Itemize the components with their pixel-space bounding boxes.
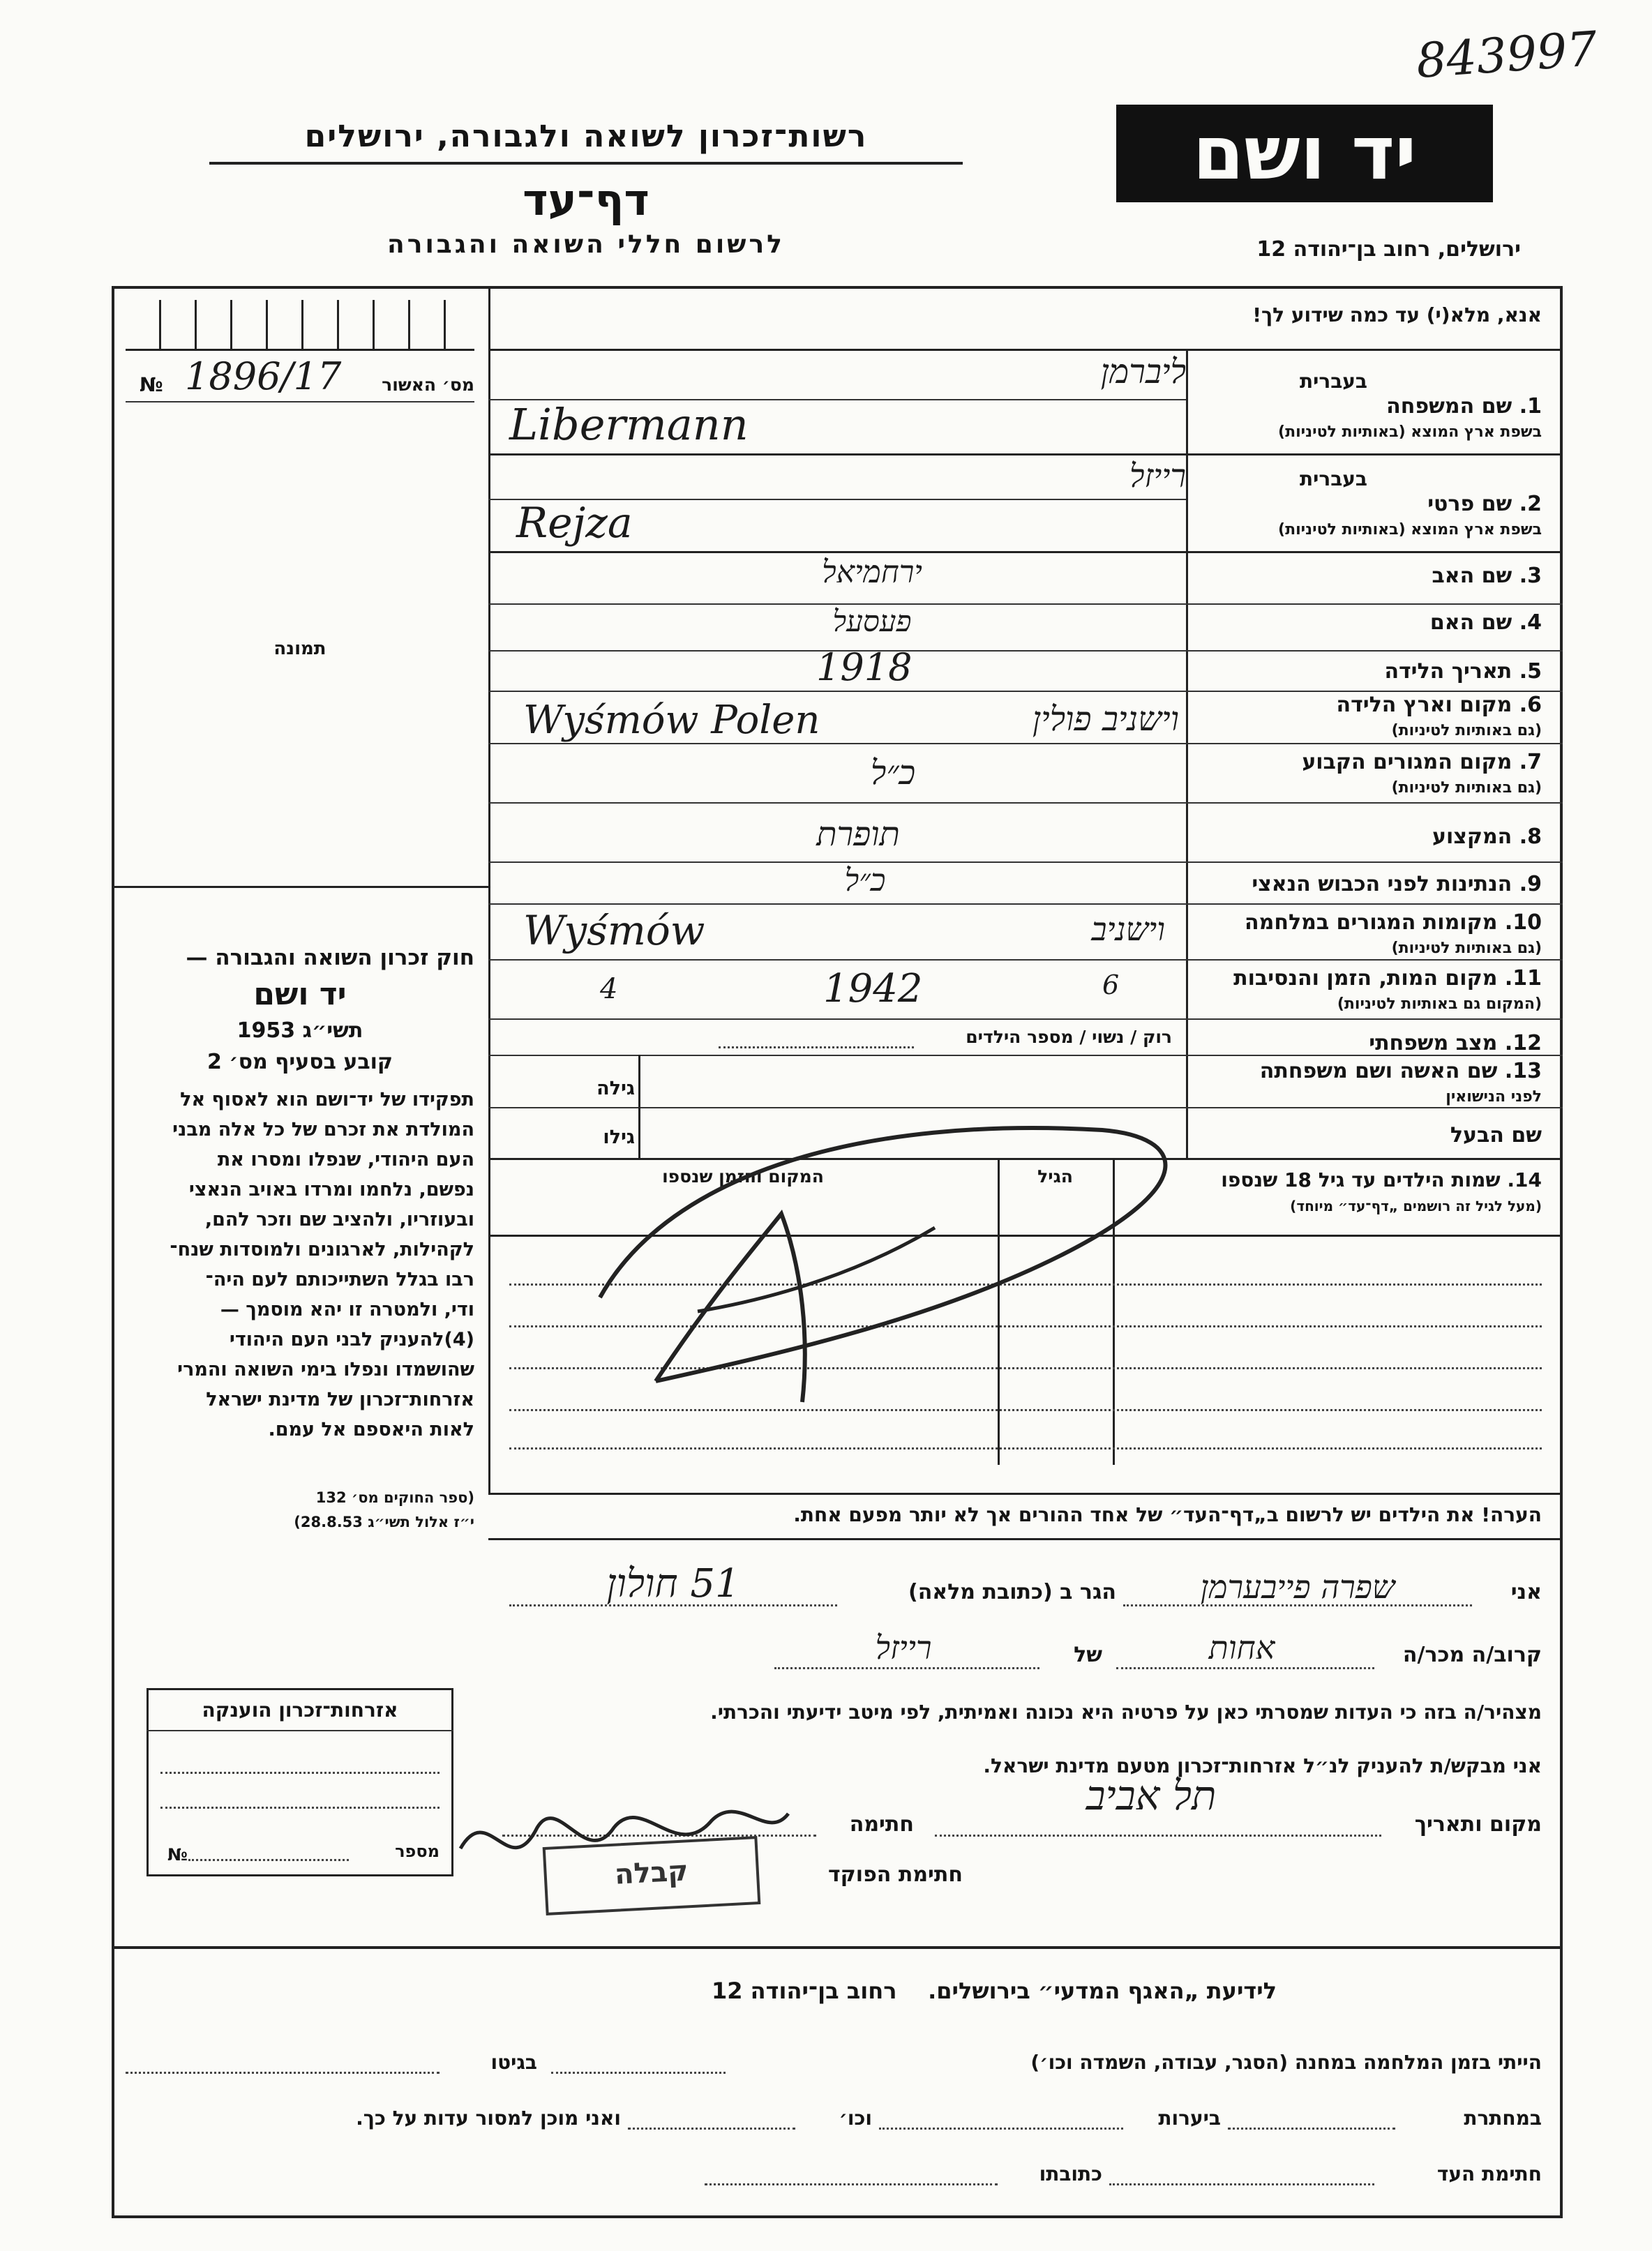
declaration-relation-line bbox=[1116, 1667, 1374, 1669]
law-source-2: י״ז אלול תשי״ג 28.8.53) bbox=[294, 1514, 474, 1530]
field-8-label: 8. המקצוע bbox=[1432, 825, 1542, 849]
intro-divider bbox=[488, 349, 1563, 351]
citizenship-number-prefix: № bbox=[167, 1845, 188, 1865]
institution-underline bbox=[209, 162, 963, 165]
field-1-bottom-line bbox=[488, 453, 1563, 456]
place-date-line bbox=[935, 1835, 1381, 1837]
field-5-line bbox=[488, 691, 1563, 692]
law-text-line: לקהילות, לארגונים ולמוסדות שנח־ bbox=[170, 1239, 474, 1260]
footer-underground-line bbox=[1228, 2128, 1395, 2130]
law-title: חוק זכרון השואה והגבורה — bbox=[186, 945, 474, 970]
field-2-hebrew-label: בעברית bbox=[1299, 467, 1367, 490]
field-12-line bbox=[488, 1055, 1563, 1056]
note-text: הערה! את הילדים יש לרשום ב„דף־העד״ של אחד ההורים אך לא יותר מפעם אחת. bbox=[793, 1503, 1542, 1526]
registration-tally-box bbox=[126, 300, 474, 351]
field-3-label: 3. שם האב bbox=[1432, 564, 1542, 588]
declaration-name-line bbox=[1123, 1604, 1472, 1606]
law-text-line: ודי, ולמטרה זו יהא מוסמך — bbox=[220, 1299, 474, 1320]
field-1-hebrew-value: ליברמן bbox=[1100, 352, 1186, 391]
field-11-sub: (המקום גם באותיות לטיניות) bbox=[1337, 995, 1542, 1013]
children-col-age: הגיל bbox=[1037, 1166, 1073, 1187]
field-12-options: רוק / נשוי / מספר הילדים bbox=[966, 1027, 1172, 1047]
field-3-line bbox=[488, 603, 1563, 605]
note-bottom-line bbox=[488, 1538, 1563, 1540]
form-title: דף־עד bbox=[523, 174, 649, 225]
field-2-hebrew-value: רייזל bbox=[1129, 457, 1186, 495]
law-text-line: לאות היאספם אל עמם. bbox=[268, 1419, 474, 1440]
place-date-value: תל אביב bbox=[1086, 1772, 1217, 1819]
law-year: תשי״ג 1953 bbox=[236, 1018, 363, 1043]
field-10-sub: (גם באותיות לטיניות) bbox=[1391, 940, 1542, 957]
field-13-label: 13. שם האשה ושם משפחתה bbox=[1259, 1059, 1542, 1083]
law-text-line: רבו בגלל השתייכותם לעם היה־ bbox=[205, 1269, 474, 1290]
field-6-hebrew-value: וישניב פולין bbox=[1032, 700, 1179, 739]
field-5-label: 5. תאריך הלידה bbox=[1384, 659, 1542, 684]
photo-box-bottom bbox=[112, 886, 488, 888]
law-name: יד ושם bbox=[253, 977, 347, 1012]
law-text-line: נפשם, נלחמו ומרדו באויב הנאצי bbox=[188, 1179, 474, 1200]
law-text-line: תפקידו של יד־ושם הוא לאסוף אל bbox=[180, 1089, 474, 1111]
declaration-of-line bbox=[774, 1667, 1039, 1669]
field-10-line bbox=[488, 959, 1563, 961]
field-1-latin-value: Libermann bbox=[509, 399, 749, 450]
institution-name: רשות־זכרון לשואה ולגבורה, ירושלים bbox=[304, 119, 868, 154]
declaration-of-label: של bbox=[1074, 1643, 1102, 1667]
footer-address-label: כתובתו bbox=[1039, 2162, 1102, 2185]
footer-camp-line bbox=[551, 2072, 726, 2074]
form-subtitle: לרשום חללי השואה והגבורה bbox=[387, 230, 785, 259]
declaration-of-value: רייזל bbox=[875, 1629, 932, 1666]
registration-line bbox=[126, 401, 474, 402]
footer-witness-signature-label: חתימת העד bbox=[1436, 2162, 1542, 2185]
children-row bbox=[509, 1447, 1542, 1450]
footer-witness-signature-line bbox=[1109, 2183, 1374, 2185]
declaration-i-label: אני bbox=[1510, 1580, 1542, 1604]
field-1-sub: בשפת ארץ המוצא (באותיות לטיניות) bbox=[1278, 423, 1542, 441]
field-2-bottom-line bbox=[488, 551, 1563, 553]
declaration-address-line bbox=[509, 1604, 837, 1606]
declaration-resides-label: הגר ב (כתובת מלאה) bbox=[908, 1580, 1116, 1604]
field-9-value: כ״ל bbox=[844, 863, 886, 898]
field-4-line bbox=[488, 650, 1563, 652]
field-11-mark-2: 6 bbox=[1102, 970, 1120, 1000]
main-section-divider bbox=[488, 1493, 1563, 1495]
officer-signature-label: חתימת הפוקד bbox=[828, 1862, 963, 1887]
field-13-sub: לפני הנישואין bbox=[1446, 1088, 1542, 1106]
footer-ghetto-line bbox=[126, 2072, 440, 2074]
citizenship-line bbox=[160, 1772, 440, 1774]
law-source-1: (ספר החוקים מס׳ 132 bbox=[315, 1489, 474, 1506]
footer-camp-label: הייתי בזמן המלחמה במחנה (הסגר, עבודה, השמדה וכו׳) bbox=[1030, 2051, 1542, 2074]
field-11-label: 11. מקום המות, הזמן והנסיבות bbox=[1233, 966, 1542, 991]
footer-forests-label: ביערות bbox=[1158, 2107, 1221, 2130]
declaration-relation: אחות bbox=[1208, 1629, 1275, 1666]
field-9-label: 9. הנתינות לפני הכבוש הנאצי bbox=[1252, 872, 1542, 896]
wife-age-label: גילה bbox=[596, 1078, 635, 1099]
law-text bbox=[126, 1085, 474, 1445]
archive-number: 843997 bbox=[1414, 22, 1600, 89]
field-1-mid-line bbox=[488, 399, 1186, 400]
registration-number: 1896/17 bbox=[185, 354, 342, 398]
field-10-latin-value: Wyśmów bbox=[523, 907, 705, 954]
footer-willing-label: ואני מוכן למסור עדות על כך. bbox=[356, 2107, 621, 2130]
field-7-value: כ״ל bbox=[870, 753, 916, 792]
footer-underground-label: במחתרת bbox=[1464, 2107, 1542, 2130]
field-2-latin-value: Rejza bbox=[516, 499, 633, 548]
intro-text: אנא, מלא(י) עד כמה שידוע לך! bbox=[1252, 303, 1542, 326]
footer-divider bbox=[112, 1946, 1563, 1949]
footer-address-line bbox=[705, 2183, 998, 2185]
field-4-value: פעסעל bbox=[832, 604, 912, 638]
footer-title-text: לידיעת „האגף המדעי״ בירושלים. bbox=[928, 1978, 1277, 2004]
law-clause: קובע בסעיף מס׳ 2 bbox=[206, 1050, 393, 1074]
law-text-line: שהושמדו ונפלו בימי השואה והמרי bbox=[177, 1359, 474, 1380]
declaration-relative-label: קרוב/ה מכר/ה bbox=[1402, 1643, 1542, 1667]
signature-label: חתימה bbox=[849, 1812, 914, 1837]
field-7-label: 7. מקום המגורים הקבוע bbox=[1302, 750, 1542, 774]
citizenship-line bbox=[160, 1807, 440, 1809]
field-1-label: 1. שם המשפחה bbox=[1386, 394, 1542, 419]
declaration-statement: מצהיר/ה בזה כי העדות שמסרתי כאן על פרטיה היא נכונה ואמיתית, לפי מיטב ידיעתי והכרתי. bbox=[710, 1701, 1542, 1724]
field-14-label: 14. שמות הילדים עד גיל 18 שנספו bbox=[1221, 1168, 1542, 1191]
law-text-line: אזרחות־זכרון של מדינת ישראל bbox=[206, 1389, 474, 1410]
photo-label: תמונה bbox=[273, 638, 326, 659]
field-9-line bbox=[488, 903, 1563, 905]
stamp-text: קבלה bbox=[613, 1855, 689, 1891]
field-8-line bbox=[488, 861, 1563, 863]
footer-forests-line bbox=[879, 2128, 1123, 2130]
field-2-sub: בשפת ארץ המוצא (באותיות לטיניות) bbox=[1278, 521, 1542, 539]
field-6-label: 6. מקום וארץ הלידה bbox=[1336, 693, 1542, 717]
registration-prefix: № bbox=[140, 373, 163, 396]
law-text-line: המולדת את זכרם של כל אלה מבני bbox=[172, 1119, 474, 1140]
children-col-place: המקום והזמן שנספו bbox=[662, 1166, 824, 1187]
law-text-line: (4)להעניק לבני העם היהודי bbox=[229, 1329, 474, 1350]
citizenship-box-title: אזרחות־זכרון הוענקה bbox=[202, 1699, 398, 1722]
field-10-label: 10. מקומות המגורים במלחמה bbox=[1245, 910, 1542, 935]
law-text-line: ובעוזריו, ולהציב שם וזכר להם, bbox=[204, 1209, 474, 1230]
field-1-hebrew-label: בעברית bbox=[1299, 370, 1367, 393]
declaration-address: 51 חולון bbox=[606, 1561, 740, 1606]
cancellation-scribble bbox=[572, 1088, 1242, 1423]
field-6-line bbox=[488, 743, 1563, 744]
field-5-value: 1918 bbox=[816, 645, 913, 689]
place-date-label: מקום ותאריך bbox=[1414, 1812, 1542, 1837]
citizenship-number-line bbox=[188, 1859, 349, 1861]
declaration-request: אני מבקש/ת להעניק לנ״ל אזרחות־זכרון מטעם מדינת ישראל. bbox=[983, 1754, 1542, 1777]
citizenship-number-label: מספר bbox=[395, 1842, 440, 1861]
field-11-line bbox=[488, 1018, 1563, 1020]
footer-etc-line bbox=[628, 2128, 795, 2130]
field-12-dots bbox=[719, 1046, 914, 1048]
footer-ghetto-label: בגיטו bbox=[490, 2051, 537, 2074]
law-text-line: העם היהודי, שנפלו ומסרו את bbox=[217, 1149, 474, 1170]
footer-title bbox=[488, 1978, 1500, 2004]
registration-label: מס׳ האשור bbox=[382, 375, 474, 395]
address: ירושלים, רחוב בן־יהודה 12 bbox=[1256, 237, 1521, 262]
field-7-sub: (גם באותיות לטיניות) bbox=[1391, 779, 1542, 797]
field-6-latin-value: Wyśmów Polen bbox=[523, 698, 820, 743]
field-3-value: ירחמיאל bbox=[822, 555, 922, 590]
officer-stamp bbox=[543, 1836, 761, 1915]
field-2-label: 2. שם פרטי bbox=[1427, 492, 1542, 516]
field-7-line bbox=[488, 802, 1563, 804]
footer-address: רחוב בן־יהודה 12 bbox=[712, 1978, 897, 2004]
label-column-divider bbox=[1186, 349, 1188, 1158]
field-11-value: 1942 bbox=[823, 966, 923, 1011]
logo-text: יד ושם bbox=[1192, 110, 1417, 196]
field-14-sub: (מעל לגיל זה רושמים „דף־עד״ מיוחד) bbox=[1290, 1198, 1542, 1214]
field-2-mid-line bbox=[488, 499, 1186, 500]
footer-etc-label: וכו׳ bbox=[839, 2107, 872, 2130]
yad-vashem-logo bbox=[1116, 105, 1493, 202]
citizenship-box-divider bbox=[147, 1730, 453, 1731]
field-10-hebrew-value: וישניב bbox=[1091, 910, 1165, 948]
field-4-label: 4. שם האם bbox=[1429, 610, 1542, 635]
husband-label: שם הבעל bbox=[1450, 1123, 1542, 1147]
left-column-divider bbox=[488, 286, 490, 1493]
field-6-sub: (גם באותיות לטיניות) bbox=[1391, 722, 1542, 739]
field-11-mark-1: 4 bbox=[600, 973, 618, 1005]
declaration-name: שפרה פייבערמן bbox=[1200, 1568, 1395, 1606]
field-8-value: תופרת bbox=[816, 815, 900, 854]
husband-age-label: גילו bbox=[603, 1127, 635, 1148]
field-12-label: 12. מצב משפחתי bbox=[1369, 1031, 1542, 1055]
